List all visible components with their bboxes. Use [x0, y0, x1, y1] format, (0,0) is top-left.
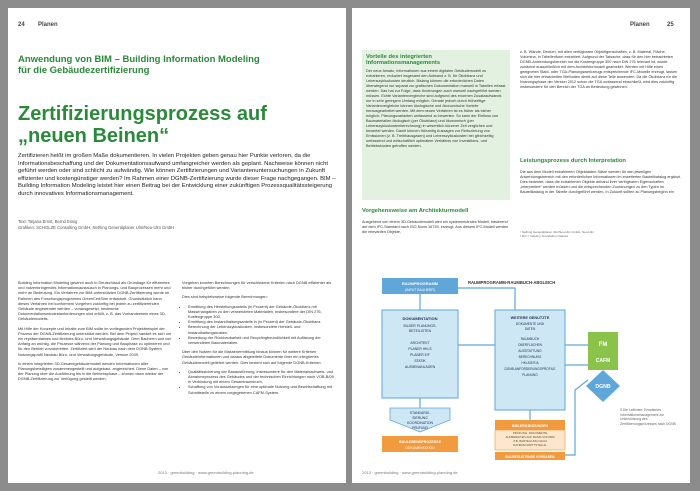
list-item: • Ermittlung des Instandhaltungsanteils in (in Prozent) der Gebäude-Ökobilanz. [188, 319, 336, 324]
documentation-line: PLANER HKLS [408, 347, 432, 351]
diagram-title: RAUMPROGRAMM-RAUMBUCH-ABGLEICH [468, 280, 556, 285]
figure-caption: 5 Die Leitlinien: Erweitertes Informationsmanagement zur Unterstützung des Zertifizierungsprozesses nach DGNB [620, 408, 676, 426]
interpretation-text: Die aus dem Modell extrahierten Objektdaten-Sätze werden für den jeweiligen Anwendungsbereich mit den erforderlichen Informationen im erweiterten Bauteilkatalog ergänzt. Dies bedeutet, dass die extrahierten Objekte anhand ihrer verfügbaren Eigenschaften „interpretiert“ werden müssen und die entsprechenden Zuordnungen zu den Typen im Bauteilkatalog in der Tabelle durchgeführt werden. In Zukunft sollten zu Planungsbeginn ein [520, 170, 682, 194]
section-heading-architecture: Vorgehensweise am Architekturmodell [362, 208, 469, 214]
article-credits [18, 219, 318, 231]
standardization-line: PRÜFUNG [412, 426, 428, 430]
title-line-2: „neuen Beinen“ [18, 125, 170, 147]
dgnb-label: DGNB [595, 384, 611, 390]
documentation-line: AUSSENANLAGEN [404, 365, 436, 369]
documentation-line: BILDER PLANUNGS- [403, 324, 437, 328]
footnote: ¹ Nething Generalplaner Ulm/Neu-Ulm GmbH, Neu-Ulm [520, 230, 594, 234]
left-body-column-1 [18, 280, 172, 399]
documentation-line: PLANER E/F [410, 353, 430, 357]
left-page-footer: 2013 · greenbuilding · www.greenbuilding-planning.de [158, 470, 254, 475]
fm-cafm-box [588, 332, 618, 370]
documentation-label: DOKUMENTATION [402, 316, 438, 321]
weitere-line: DATEN [524, 327, 536, 331]
weitere-dokumente-label: WEITERE GENUTZTE [510, 316, 550, 320]
bim-ergaenzungen-label: BIM-ERGÄNZUNGEN [512, 424, 548, 428]
documentation-line: ARCHITEKT [410, 341, 430, 345]
pruefung-line: DATENSCHNITTSTELLE, [513, 443, 547, 447]
standardization-line: KOORDINATION [407, 421, 433, 425]
baubegleitende-label: BAUBEGLEITENDE VORGABEN [505, 455, 555, 459]
article-kicker: Anwendung von BIM – Building Information Modeling für die Gebäudezertifizierung [18, 54, 260, 76]
body-paragraph: Dies sind beispielsweise folgende Berechnungen: [182, 294, 268, 300]
right-page-header [362, 22, 680, 32]
list-item: • Qualitätssicherung der Bauausführung, insbesondere für den Materialnachweis- und Abnahmeprozess des Gebäudes und der technischen Einrichtungen nach VOB-B/09 in Verbindung mit einem Gesamtraumbuch, [188, 369, 336, 385]
right-page [352, 8, 690, 483]
weitere-line: DGNB-ANFORDERUNGSPROFILE [504, 367, 556, 371]
body-paragraph: Über den Nutzen für die Massenermittlung hinaus können für weitere Kriterien Gebäudeinformationen und daraus abgeleitete Dokumente über ein integriertes Gebäudemodell geliefert werden. Dies bezieht sich auf folgende DGNB-Kriterien: [182, 349, 322, 365]
article-lead: Zertifizieren heißt im großen Maße dokumentieren. In vielen Projekten geben genau hier Punkte verloren, da die Informationsbeschaffung und der Dokumentationsaufwand umfangreicher werden als geplant. Nachweise können nicht geführt werden oder sind schlicht zu aufwändig. Wie können Zertifizierungen und Variantenuntersuchungen in Zukunft effizienter und kostengünstiger werden? Im Rahmen einer DGNB-Zertifizierung wurde dieser Frage nachgegangen. BIM – Building Information Modeling leistet hier einen Beitrag bei der Entwicklung einer zukünftigen Prozessqualitätssteigerung durch innovatives Informationsmanagement. [18, 153, 336, 197]
weitere-line: OBERFLÄCHEN [518, 343, 542, 347]
documentation-line: STATIK [414, 359, 426, 363]
section-heading-interpretation: Leistungsprozess durch Interpretation [520, 158, 626, 164]
baulebensprozesse-label: BAULEBENSPROZESSE [399, 440, 441, 444]
connector [458, 288, 515, 310]
weitere-line: AUSSTATTUNG [518, 349, 542, 353]
cafm-label: CAFM [595, 358, 611, 364]
left-section-label: Planen [38, 22, 58, 28]
fm-label: FM [598, 342, 608, 348]
right-section-label: Planen [630, 22, 650, 28]
body-paragraph: Mit Hilfe der Konzepte und Inhalte zum BIM sollte im vorliegenden Projektbeispiel der Prozess der DGNB-Zertifizierung unterstützt werden. Bei dem Projekt handelt es sich um ein repräsentatives und flexibles Büro- und Verwaltungsgebäude. Dem Bauherrn war von Anfang an wichtig, die Prozesse während der Planung und Bauphase zu optimieren und für den Betrieb vorzubereiten. Zertifiziert wird der Neubau nach dem DGNB-System Nutzungsprofil Neubau Büro- und Verwaltungsgebäude, Version 2009. [18, 325, 172, 357]
sidebar-heading: Vorteile des integrierten Informationsmanagements [366, 54, 441, 66]
list-item: • Bewertung der Rückbaubarkeit und Recyclingfreundlichkeit mit Auflistung der verwendeten Baumaterialien. [188, 335, 336, 345]
right-column-text: z. B. Wände, Decken, mit allen verfügbaren Objektigenschaften, z. B. Material, Fläche, Volumina, in Tabellenform extrahiert. Aufgrund der Tatsache, dass für den hier betrachteten DGNB-Anwendungsbereich nur die Kostengruppe 300 nach DIN 276 relevant ist, wurde zunächst ausschließlich mit dem Architekturmodell gearbeitet. Werden mit Hilfe eines geeigneten Stabi- oder TGA-Planungswerkzeugs entsprechende IFC-Modelle erzeugt, lassen sich die hier entwickelten Methoden direkt auf diese Teile anwenden. Da die Ökobilanz für die Nutzungsphase der Version 2012 schon die TGA umfassend einschließt, wird dies zukünftig insbesondere für den Bereich der TGA an Bedeutung gewinnen. [520, 50, 678, 89]
list-item: • Ermittlung des Herstellungsanteils (in Prozent) der Gebäude-Ökobilanz mit Massenangaben zu den verwendeten Materialien, insbesondere der DIN 276, Kostengruppe 300. [188, 304, 336, 320]
weitere-line: DOKUMENTE UND [515, 322, 545, 326]
sidebar-text: Der neue Ansatz, Informationen aus einem digitalen Gebäudemodell zu extrahieren, reduziert insgesamt den Aufwand z. B. für Ökobilanz und Lebenszykluskosten deutlich. Bislang können die erforderlichen Daten überwiegend nur separat zur grafischen Dokumentation manuell in Tabellen erfasst werden. Das hat zur Folge, dass Änderungen auch manuell nachgeführt werden müssen. Echte Variantenvergleiche sind aufgrund des enormen Zusatzaufwands nur in sehr geringem Umfang möglich. Gerade jedoch durch frühzeitige Variantenvergleiche können ökologische und ökonomische Vorteile herausgearbeitet werden. Mit dem neuen Verfahren ist es früher als bisher möglich, Planungsvarianten umfassend zu bewerten. So kann der Einfluss von Baumaterialien ökologisch (per Ökobilanz) und ökonomisch (per Lebenszykluskostenberechnung) in wesentlich kürzerer Zeit verglichen und bewertet werden. Damit können frühzeitig Aussagen zur Reduzierung von Emissionen (z. B. Treibhausgasen) und Lebenszykluskosten bei gleichzeitig umfassend und wirtschaftlich optimalem Verhältnis von Investitions- und Betriebskosten getroffen werden. [366, 69, 506, 148]
raumprogramm-sub: (INPUT BAUHERR) [405, 288, 435, 292]
left-page-header [18, 22, 318, 32]
body-paragraph: Vorgehen konnten Berechnungen für verschiedene Kriterien nach DGNB effizienter als bisher durchgeführt werden. [182, 280, 332, 291]
weitere-line: HKLS/E/F/A [521, 361, 539, 365]
list-item: • Schaffung von Voraussetzungen für eine optimale Nutzung und Bewirtschaftung mit Schnittstelle zu einem vorgegebenen CAFM-System. [188, 384, 336, 394]
left-body-columns [18, 280, 336, 399]
footnote: ² IFC = Industry Foundation Classes [520, 234, 569, 238]
text-credit: Text: Tatjana Ernst, Bernd Essig [18, 219, 78, 224]
pruefung-line: AUFBEREITEN AUF BASIS VON BIM [505, 435, 555, 439]
documentation-line: BETEILIGTEN [408, 329, 432, 333]
pruefung-line: PRÜFUNG, DOKUMENTE [512, 431, 548, 435]
process-diagram [360, 270, 682, 460]
architecture-text: Ausgehend von einem 3D-Gebäudemodell wird ein systemneutrales Modell, basierend auf dem IFC-Standard nach ISO-Norm 16739, erzeugt. Aus diesem IFC-Modell werden die relevanten Objekte, [362, 220, 509, 234]
pruefung-line: Z.B. BARTEILUNG NACH [513, 439, 547, 443]
body-paragraph: Building Information Modeling gewinnt auch in Deutschland als Grundlage für effizientes und nutzenbringendes Informationsaustausch in Planungs- und Bauprozessen mehr und mehr an Bedeutung. Ein Verfahren zur BIM-unterstützten DGNB-Zertifizierung wurde im Rahmen des Forschungsprogramms GreenCertSinn entwickelt. Grundsätzlich kann dieses Verfahren bei konformem Vorgehen zukünftig bei jedem zu zertifizierenden Gebäude angewendet werden – vorausgesetzt, bestimmte Dokumentationsmindestanforderungen sind erfüllt, z. B. das Vorhandensein eines 3D-Gebäudemodells. [18, 280, 171, 322]
left-page [8, 8, 346, 483]
criteria-list [182, 304, 336, 346]
standardization-label: STANDARDI- [409, 411, 431, 415]
connector [565, 380, 588, 455]
right-page-number: 25 [667, 22, 674, 28]
weitere-line: PLANUNG [522, 373, 538, 377]
weitere-line: RAUMBUCH [520, 337, 540, 341]
baulebensprozesse-sub: DOKUMENTATION [405, 446, 435, 450]
left-body-column-2 [182, 280, 336, 399]
list-item: • Berechnung der Lebenszykluskosten, insbesondere Herstell- und Instandhaltungskosten. [188, 324, 336, 334]
criteria-list-2 [182, 369, 336, 395]
right-page-footer: 2013 · greenbuilding · www.greenbuilding-planning.de [362, 470, 458, 475]
body-paragraph: In einem integrierten 3D-Gesamtgebäudemodell werden Informationen aller Planungsbeteiligten zusammengestellt und aufgebaut, angereichert. Diese Daten – von der Planung über die Ausführung bis in die Betriebsphase – können dann wieder der DGNB-Zertifizierung zur Verfügung gestellt werden. [18, 360, 169, 382]
standardization-line: SIERUNG [412, 416, 428, 420]
graphics-credit: Grafiken: SCHOLZE Consulting GmbH, Nething Generalplaner Ulm/Neu-Ulm GmbH [18, 225, 175, 230]
weitere-line: BERECHNUNG [518, 355, 542, 359]
raumprogramm-label: RAUMPROGRAMM [401, 281, 439, 286]
left-page-number: 24 [18, 22, 25, 28]
title-line-1: Zertifizierungsprozess auf [18, 103, 267, 125]
footnotes [520, 230, 682, 238]
article-title [18, 103, 318, 147]
benefits-sidebar [362, 50, 510, 200]
